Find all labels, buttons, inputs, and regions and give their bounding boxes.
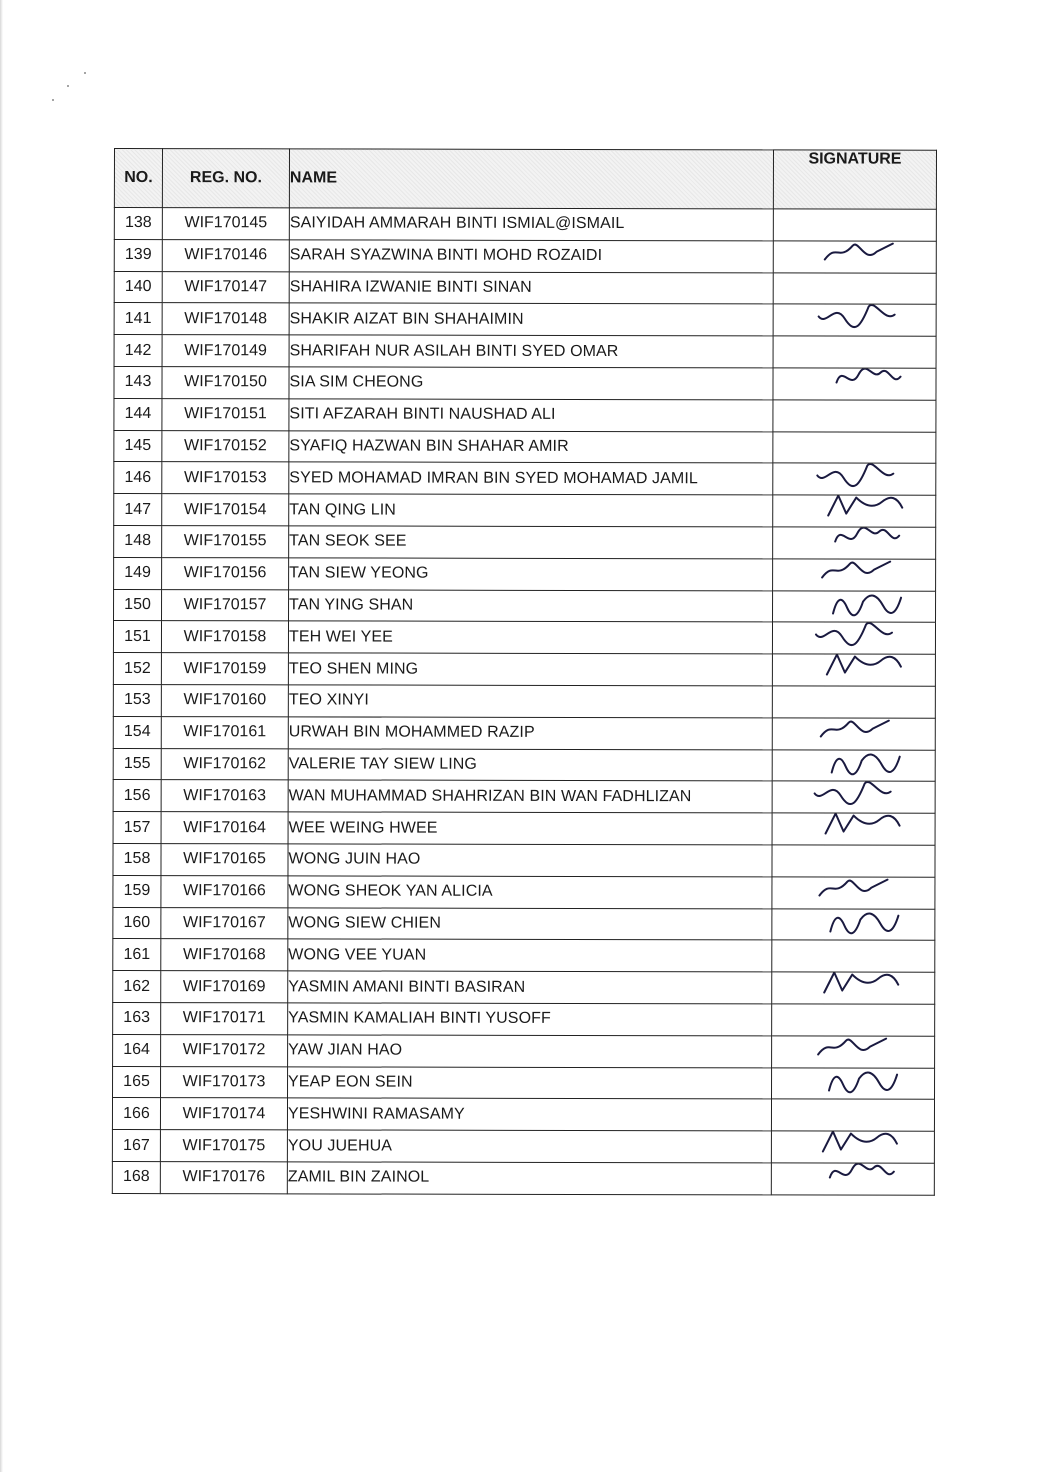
row-number: 163 bbox=[113, 1002, 161, 1034]
table-row bbox=[112, 1161, 934, 1195]
row-name: YOU JUEHUA bbox=[287, 1130, 771, 1163]
row-reg-no: WIF170146 bbox=[162, 239, 289, 271]
table-row bbox=[113, 812, 935, 846]
table-row bbox=[113, 875, 935, 909]
header-row bbox=[114, 149, 936, 210]
row-reg-no: WIF170175 bbox=[160, 1130, 287, 1162]
row-name: SYED MOHAMAD IMRAN BIN SYED MOHAMAD JAMIL bbox=[289, 462, 773, 495]
table-row bbox=[113, 780, 935, 814]
row-reg-no: WIF170148 bbox=[162, 303, 289, 335]
table-row bbox=[113, 684, 935, 718]
row-number: 150 bbox=[114, 589, 162, 621]
row-number: 148 bbox=[114, 525, 162, 557]
row-signature bbox=[773, 431, 936, 463]
row-signature bbox=[771, 1163, 934, 1195]
table-row bbox=[114, 335, 936, 369]
row-reg-no: WIF170176 bbox=[160, 1162, 287, 1194]
row-signature bbox=[773, 368, 936, 400]
table-row bbox=[114, 271, 936, 305]
row-name: SHAKIR AIZAT BIN SHAHAIMIN bbox=[289, 303, 773, 336]
table-row bbox=[113, 653, 935, 687]
row-signature bbox=[773, 559, 936, 591]
row-reg-no: WIF170151 bbox=[162, 398, 289, 430]
row-name: URWAH BIN MOHAMMED RAZIP bbox=[288, 717, 772, 750]
scan-edge bbox=[0, 0, 3, 1472]
row-signature bbox=[772, 940, 935, 972]
table-row bbox=[113, 843, 935, 877]
row-signature bbox=[772, 749, 935, 781]
row-name: TEH WEI YEE bbox=[288, 621, 772, 654]
row-signature bbox=[773, 241, 936, 273]
row-signature bbox=[772, 1004, 935, 1036]
row-name: WONG SHEOK YAN ALICIA bbox=[288, 876, 772, 909]
table-row bbox=[114, 239, 936, 273]
row-reg-no: WIF170156 bbox=[162, 557, 289, 589]
row-number: 140 bbox=[114, 271, 162, 303]
table-row bbox=[112, 1130, 934, 1164]
row-reg-no: WIF170152 bbox=[162, 430, 289, 462]
row-reg-no: WIF170153 bbox=[162, 462, 289, 494]
header-signature: SIGNATURE bbox=[773, 150, 936, 209]
scan-speck bbox=[84, 72, 86, 74]
row-name: YESHWINI RAMASAMY bbox=[287, 1098, 771, 1131]
row-signature bbox=[772, 781, 935, 813]
row-name: TEO XINYI bbox=[288, 685, 772, 718]
table-row bbox=[114, 525, 936, 559]
row-reg-no: WIF170160 bbox=[161, 685, 288, 717]
row-signature bbox=[772, 1036, 935, 1068]
row-signature bbox=[772, 654, 935, 686]
row-signature bbox=[772, 877, 935, 909]
row-name: TAN QING LIN bbox=[289, 494, 773, 527]
row-reg-no: WIF170166 bbox=[161, 875, 288, 907]
row-name: TAN YING SHAN bbox=[289, 589, 773, 622]
row-number: 151 bbox=[113, 621, 161, 653]
scan-speck bbox=[52, 99, 54, 101]
row-name: SIA SIM CHEONG bbox=[289, 367, 773, 400]
row-number: 155 bbox=[113, 748, 161, 780]
row-name: YEAP EON SEIN bbox=[288, 1066, 772, 1099]
row-number: 143 bbox=[114, 366, 162, 398]
attendance-table bbox=[112, 148, 937, 1195]
row-signature bbox=[773, 336, 936, 368]
row-reg-no: WIF170150 bbox=[162, 367, 289, 399]
row-reg-no: WIF170162 bbox=[161, 748, 288, 780]
row-reg-no: WIF170169 bbox=[161, 971, 288, 1003]
table-row bbox=[114, 494, 936, 528]
row-number: 139 bbox=[114, 239, 162, 271]
row-name: SHARIFAH NUR ASILAH BINTI SYED OMAR bbox=[289, 335, 773, 368]
row-signature bbox=[772, 813, 935, 845]
row-reg-no: WIF170167 bbox=[161, 907, 288, 939]
row-reg-no: WIF170171 bbox=[161, 1003, 288, 1035]
row-reg-no: WIF170174 bbox=[160, 1098, 287, 1130]
row-reg-no: WIF170145 bbox=[162, 208, 289, 240]
table-row bbox=[114, 462, 936, 496]
row-number: 154 bbox=[113, 716, 161, 748]
row-name: WAN MUHAMMAD SHAHRIZAN BIN WAN FADHLIZAN bbox=[288, 780, 772, 813]
row-reg-no: WIF170165 bbox=[161, 844, 288, 876]
row-number: 144 bbox=[114, 398, 162, 430]
header-name: NAME bbox=[289, 149, 773, 209]
row-number: 164 bbox=[113, 1034, 161, 1066]
row-reg-no: WIF170168 bbox=[161, 939, 288, 971]
row-signature bbox=[773, 272, 936, 304]
row-name: SITI AFZARAH BINTI NAUSHAD ALI bbox=[289, 399, 773, 432]
row-reg-no: WIF170172 bbox=[161, 1034, 288, 1066]
row-reg-no: WIF170155 bbox=[162, 526, 289, 558]
row-signature bbox=[772, 972, 935, 1004]
row-name: WONG SIEW CHIEN bbox=[288, 907, 772, 940]
row-number: 160 bbox=[113, 907, 161, 939]
row-signature bbox=[771, 1099, 934, 1131]
row-number: 156 bbox=[113, 780, 161, 812]
row-number: 153 bbox=[113, 684, 161, 716]
row-number: 147 bbox=[114, 494, 162, 526]
row-number: 158 bbox=[113, 843, 161, 875]
row-reg-no: WIF170163 bbox=[161, 780, 288, 812]
row-number: 142 bbox=[114, 335, 162, 367]
row-signature bbox=[772, 686, 935, 718]
table-row bbox=[114, 398, 936, 432]
row-signature bbox=[771, 1131, 934, 1163]
table-row bbox=[114, 366, 936, 400]
row-name: TAN SIEW YEONG bbox=[289, 558, 773, 591]
row-reg-no: WIF170158 bbox=[161, 621, 288, 653]
row-name: WONG JUIN HAO bbox=[288, 844, 772, 877]
table-row bbox=[114, 589, 936, 623]
row-number: 157 bbox=[113, 812, 161, 844]
table-row bbox=[114, 557, 936, 591]
header-reg-no: REG. NO. bbox=[162, 149, 289, 208]
table-row bbox=[113, 1034, 935, 1068]
row-number: 138 bbox=[114, 208, 162, 240]
row-number: 146 bbox=[114, 462, 162, 494]
table-row bbox=[113, 748, 935, 782]
row-signature bbox=[773, 463, 936, 495]
row-reg-no: WIF170161 bbox=[161, 716, 288, 748]
row-signature bbox=[773, 400, 936, 432]
table-row bbox=[114, 430, 936, 464]
row-signature bbox=[772, 908, 935, 940]
row-name: SHAHIRA IZWANIE BINTI SINAN bbox=[289, 271, 773, 304]
row-reg-no: WIF170157 bbox=[162, 589, 289, 621]
row-signature bbox=[773, 527, 936, 559]
row-number: 166 bbox=[112, 1098, 160, 1130]
table-row bbox=[112, 1098, 934, 1132]
table-row bbox=[113, 939, 935, 973]
row-number: 167 bbox=[112, 1130, 160, 1162]
row-name: SAIYIDAH AMMARAH BINTI ISMIAL@ISMAIL bbox=[289, 208, 773, 241]
scan-speck bbox=[67, 85, 69, 87]
row-signature bbox=[772, 845, 935, 877]
row-name: SYAFIQ HAZWAN BIN SHAHAR AMIR bbox=[289, 430, 773, 463]
table-row bbox=[113, 1002, 935, 1036]
table-body bbox=[112, 208, 936, 1195]
row-name: YASMIN AMANI BINTI BASIRAN bbox=[288, 971, 772, 1004]
row-number: 141 bbox=[114, 303, 162, 335]
row-reg-no: WIF170149 bbox=[162, 335, 289, 367]
row-name: YASMIN KAMALIAH BINTI YUSOFF bbox=[288, 1003, 772, 1036]
table-row bbox=[113, 971, 935, 1005]
row-signature bbox=[772, 622, 935, 654]
row-reg-no: WIF170164 bbox=[161, 812, 288, 844]
row-number: 168 bbox=[112, 1161, 160, 1193]
row-reg-no: WIF170147 bbox=[162, 271, 289, 303]
row-number: 145 bbox=[114, 430, 162, 462]
row-signature bbox=[773, 495, 936, 527]
table-row bbox=[114, 303, 936, 337]
row-signature bbox=[772, 718, 935, 750]
row-number: 159 bbox=[113, 875, 161, 907]
row-name: SARAH SYAZWINA BINTI MOHD ROZAIDI bbox=[289, 240, 773, 273]
row-name: YAW JIAN HAO bbox=[288, 1035, 772, 1068]
table-row bbox=[113, 907, 935, 941]
row-name: TEO SHEN MING bbox=[288, 653, 772, 686]
row-reg-no: WIF170154 bbox=[162, 494, 289, 526]
row-name: VALERIE TAY SIEW LING bbox=[288, 748, 772, 781]
row-reg-no: WIF170159 bbox=[161, 653, 288, 685]
table-row bbox=[114, 208, 936, 242]
row-signature bbox=[773, 304, 936, 336]
row-signature bbox=[773, 590, 936, 622]
row-name: ZAMIL BIN ZAINOL bbox=[287, 1162, 771, 1195]
table-row bbox=[113, 716, 935, 750]
table-row bbox=[113, 621, 935, 655]
row-number: 149 bbox=[114, 557, 162, 589]
row-number: 161 bbox=[113, 939, 161, 971]
row-signature bbox=[772, 1067, 935, 1099]
table-row bbox=[113, 1066, 935, 1100]
row-number: 162 bbox=[113, 971, 161, 1003]
row-number: 152 bbox=[113, 653, 161, 685]
row-signature bbox=[773, 209, 936, 241]
row-name: TAN SEOK SEE bbox=[289, 526, 773, 559]
row-reg-no: WIF170173 bbox=[161, 1066, 288, 1098]
row-name: WONG VEE YUAN bbox=[288, 939, 772, 972]
header-no: NO. bbox=[114, 149, 162, 208]
row-name: WEE WEING HWEE bbox=[288, 812, 772, 845]
row-number: 165 bbox=[113, 1066, 161, 1098]
